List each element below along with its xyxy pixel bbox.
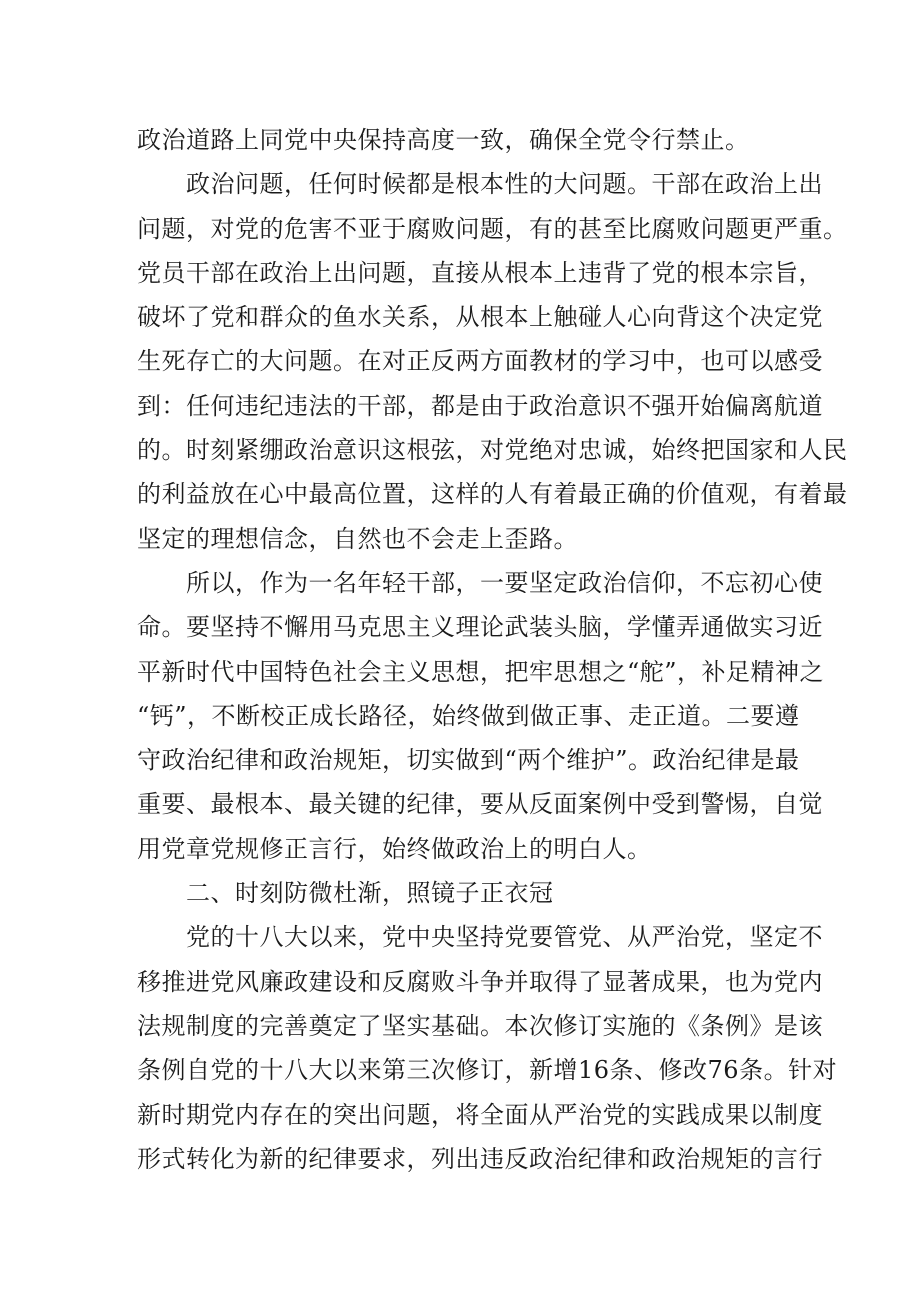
text-line: 坚定的理想信念，自然也不会走上歪路。 xyxy=(137,524,578,553)
text-line: 守政治纪律和政治规矩，切实做到“两个维护”。政治纪律是最 xyxy=(137,746,800,775)
text-line: 法规制度的完善奠定了坚实基础。本次修订实施的《条例》是该 xyxy=(137,1011,823,1040)
text-line: 问题，对党的危害不亚于腐败问题，有的甚至比腐败问题更严重。 xyxy=(137,214,848,243)
text-line: 到：任何违纪违法的干部，都是由于政治意识不强开始偏离航道 xyxy=(137,391,823,420)
text-line: 破坏了党和群众的鱼水关系，从根本上触碰人心向背这个决定党 xyxy=(137,303,823,332)
text-line: 的利益放在心中最高位置，这样的人有着最正确的价值观，有着最 xyxy=(137,480,848,509)
text-line: 政治道路上同党中央保持高度一致，确保全党令行禁止。 xyxy=(137,126,750,154)
text-line: 条例自党的十八大以来第三次修订，新增16条、修改76条。针对 xyxy=(137,1056,838,1085)
text-line: 重要、最根本、最关键的纪律，要从反面案例中受到警惕，自觉 xyxy=(137,790,823,819)
text-line: 用党章党规修正言行，始终做政治上的明白人。 xyxy=(137,834,652,863)
text-line: 平新时代中国特色社会主义思想，把牢思想之“舵”，补足精神之 xyxy=(137,657,825,686)
text-line: 生死存亡的大问题。在对正反两方面教材的学习中，也可以感受 xyxy=(137,347,823,376)
text-line: 形式转化为新的纪律要求，列出违反政治纪律和政治规矩的言行 xyxy=(137,1144,823,1173)
text-line: 命。要坚持不懈用马克思主义理论武装头脑，学懂弄通做实习近 xyxy=(137,613,823,642)
text-line: “钙”，不断校正成长路径，始终做到做正事、走正道。二要遵 xyxy=(137,701,800,730)
body-text xyxy=(137,118,848,1181)
text-line: 所以，作为一名年轻干部，一要坚定政治信仰，不忘初心使 xyxy=(186,568,823,597)
text-line: 新时期党内存在的突出问题，将全面从严治党的实践成果以制度 xyxy=(137,1100,823,1129)
text-line: 政治问题，任何时候都是根本性的大问题。干部在政治上出 xyxy=(186,170,823,199)
text-line: 党员干部在政治上出问题，直接从根本上违背了党的根本宗旨， xyxy=(137,258,823,287)
text-line: 二、时刻防微杜渐，照镜子正衣冠 xyxy=(186,879,554,908)
text-line: 的。时刻紧绷政治意识这根弦，对党绝对忠诚，始终把国家和人民 xyxy=(137,436,848,465)
text-line: 党的十八大以来，党中央坚持党要管党、从严治党，坚定不 xyxy=(186,923,823,952)
text-line: 移推进党风廉政建设和反腐败斗争并取得了显著成果，也为党内 xyxy=(137,967,823,996)
